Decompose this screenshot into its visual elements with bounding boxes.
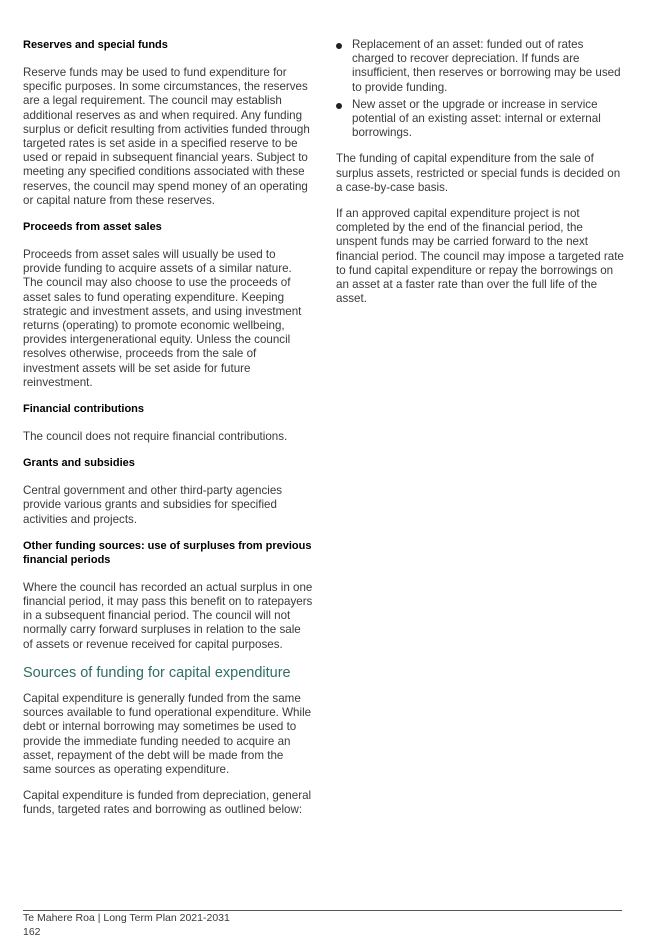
- asset-sales-heading: Proceeds from asset sales: [23, 221, 162, 234]
- footer-divider: [23, 910, 622, 911]
- list-item: [336, 98, 626, 141]
- capital-para-2: Capital expenditure is funded from depreciation, general funds, targeted rates and borrowing as outlined below:: [23, 789, 312, 817]
- page-number: 162: [23, 926, 41, 938]
- bullet-icon: [336, 43, 342, 49]
- left-column: [23, 38, 313, 818]
- footer-title: Te Mahere Roa | Long Term Plan 2021-2031: [23, 912, 230, 924]
- carry-forward-paragraph: If an approved capital expenditure project is not completed by the end of the financial period, the unspent funds may be carried forward to the next financial period. The council may impose a targeted rate to fund capital expenditure or repay the borrowings on an asset at a faster rate than over the full life of the asset.: [336, 207, 624, 306]
- capital-section-title: Sources of funding for capital expenditure: [23, 664, 291, 681]
- list-item-text: New asset or the upgrade or increase in service potential of an existing asset: internal or external borrowings.: [352, 97, 601, 140]
- grants-heading: Grants and subsidies: [23, 457, 135, 470]
- grants-body: Central government and other third-party agencies provide various grants and subsidies for specified activities and projects.: [23, 484, 283, 526]
- surplus-assets-paragraph: The funding of capital expenditure from the sale of surplus assets, restricted or special funds is decided on a case-by-case basis.: [336, 152, 621, 194]
- list-item: [336, 38, 626, 95]
- other-sources-body: Where the council has recorded an actual surplus in one financial period, it may pass this benefit on to ratepayers in a subsequent financial period. The council will not normally carry forward surpluses in relation to the sale of assets or revenue received for capital purposes.: [23, 580, 313, 651]
- financial-contributions-heading: Financial contributions: [23, 403, 145, 416]
- other-sources-heading: Other funding sources: use of surpluses from previous financial periods: [23, 539, 312, 566]
- financial-contributions-body: The council does not require financial contributions.: [23, 430, 288, 444]
- list-item-text: Replacement of an asset: funded out of rates charged to recover depreciation. If funds are insufficient, then reserves or borrowing may be used to provide funding.: [352, 38, 621, 94]
- capital-para-1: Capital expenditure is generally funded from the same sources available to fund operational expenditure. While debt or internal borrowing may sometimes be used to provide the immediate funding needed to acquire an asset, repayment of the debt will be made from the same sources as operating expenditure.: [23, 691, 312, 776]
- bullet-icon: [336, 103, 342, 109]
- funding-bullet-list: [336, 38, 626, 140]
- reserves-body: Reserve funds may be used to fund expenditure for specific purposes. In some circumstances, the reserves are a legal requirement. The council may establish additional reserves as and when required. Any funding surplus or deficit resulting from activities funded through targeted rates is set aside in a specified reserve to be used or repaid in subsequent financial years. Subject to meeting any specified conditions associated with these reserves, the council may spend money of an operating or capital nature from these reserves.: [23, 66, 310, 207]
- reserves-heading: Reserves and special funds: [23, 39, 168, 51]
- asset-sales-body: Proceeds from asset sales will usually be used to provide funding to acquire assets of a similar nature. The council may also choose to use the proceeds of asset sales to fund operating expenditure. Keeping strategic and investment assets, and using investment returns (operating) to promote economic wellbeing, provides intergenerational equity. Unless the council resolves otherwise, proceeds from the sale of investment assets will be set aside for future reinvestment.: [23, 248, 302, 389]
- right-column: [336, 38, 626, 306]
